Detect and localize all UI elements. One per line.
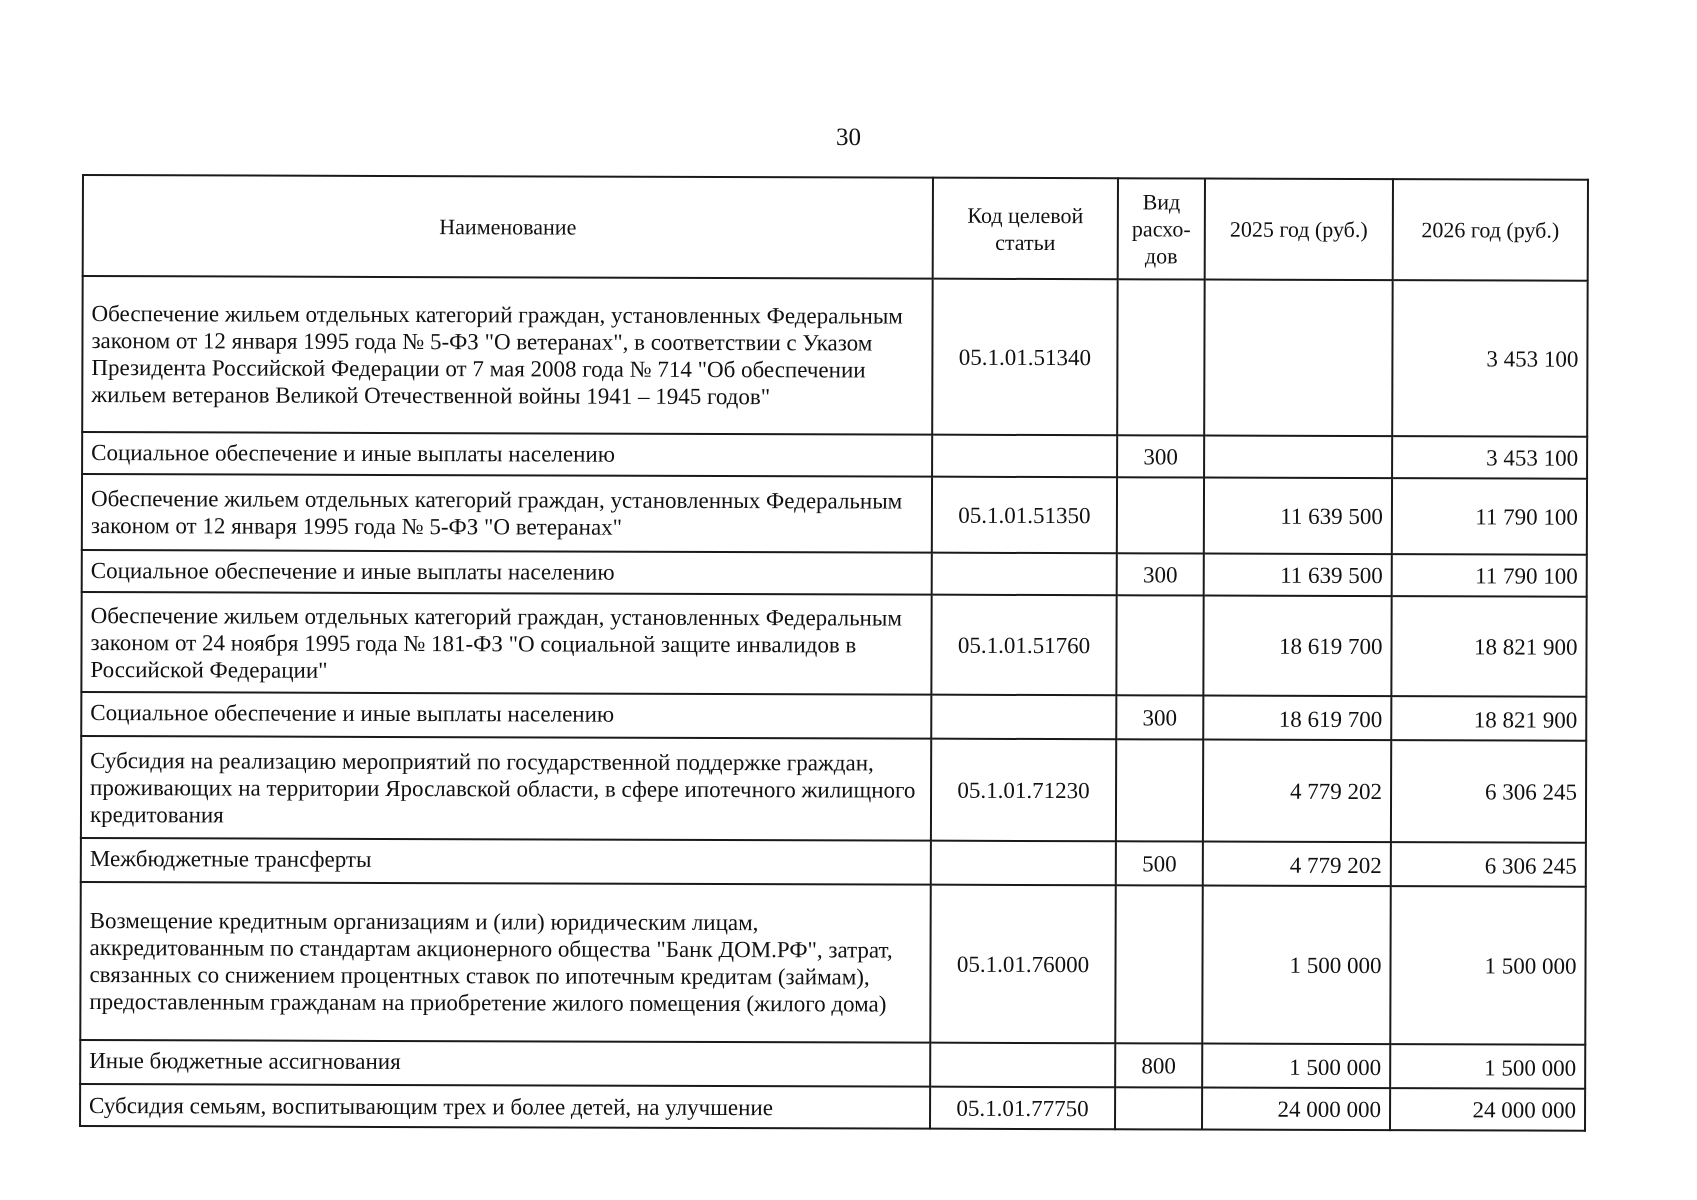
row-2026: 1 500 000: [1390, 886, 1585, 1045]
row-name: Социальное обеспечение и иные выплаты населению: [82, 432, 932, 477]
row-kind: 300: [1117, 553, 1204, 595]
row-2025: [1204, 436, 1392, 479]
row-code: 05.1.01.71230: [931, 739, 1116, 842]
row-name: Субсидия на реализацию мероприятий по государственной поддержке граждан, проживающих на территории Ярославской области, в сфере ипотечного жилищного кредитования: [81, 736, 931, 841]
row-2025: 1 500 000: [1202, 1044, 1390, 1089]
header-2026: 2026 год (руб.): [1393, 179, 1588, 281]
row-2026: 18 821 900: [1391, 596, 1586, 697]
row-2025: 11 639 500: [1204, 554, 1392, 597]
table-row: [81, 692, 1586, 741]
table-row: [81, 838, 1586, 887]
row-code: [930, 1043, 1115, 1088]
table-row: [80, 1040, 1585, 1089]
row-2025: 18 619 700: [1203, 596, 1391, 697]
row-2025: [1204, 280, 1392, 437]
row-2026: 6 306 245: [1391, 842, 1586, 887]
table-row: [81, 592, 1586, 697]
row-2025: 18 619 700: [1203, 696, 1391, 741]
row-name: Субсидия семьям, воспитывающим трех и более детей, на улучшение: [80, 1084, 930, 1129]
row-2026: 11 790 100: [1392, 554, 1587, 597]
table-row: [82, 276, 1587, 437]
row-kind: [1115, 1087, 1202, 1129]
header-2025: 2025 год (руб.): [1205, 179, 1393, 281]
header-code: Код целевой статьи: [933, 178, 1118, 280]
row-kind: [1116, 595, 1203, 695]
row-kind: [1116, 739, 1203, 841]
row-2025: 1 500 000: [1202, 886, 1390, 1045]
table-row: [82, 474, 1587, 555]
table-row: [80, 882, 1585, 1045]
table-row: [81, 736, 1586, 843]
row-code: [932, 553, 1117, 596]
table-header-row: [83, 175, 1588, 281]
page-number: 30: [836, 124, 861, 151]
row-2026: 1 500 000: [1390, 1044, 1585, 1089]
row-2025: 4 779 202: [1203, 842, 1391, 887]
budget-table: [79, 174, 1589, 1132]
table-row: [82, 550, 1587, 597]
row-name: Обеспечение жильем отдельных категорий граждан, установленных Федеральным законом от 24 ноября 1995 года № 181-ФЗ "О социальной защите инвалидов в Российской Федерации": [81, 592, 931, 695]
row-2025: 11 639 500: [1204, 478, 1392, 555]
row-name: Социальное обеспечение и иные выплаты населению: [82, 550, 932, 595]
row-name: Обеспечение жильем отдельных категорий граждан, установленных Федеральным законом от 12 января 1995 года № 5-ФЗ "О ветеранах", в соответствии с Указом Президента Российской Федерации от 7 мая 2008 года № 714 "Об обеспечении жильем ветеранов Великой Отечественной войны 1941 – 1945 годов": [82, 276, 932, 435]
row-2026: 3 453 100: [1392, 436, 1587, 479]
row-code: 05.1.01.76000: [930, 885, 1115, 1044]
row-name: Обеспечение жильем отдельных категорий граждан, установленных Федеральным законом от 12 января 1995 года № 5-ФЗ "О ветеранах": [82, 474, 932, 553]
row-2026: 11 790 100: [1392, 478, 1587, 555]
row-code: 05.1.01.51340: [932, 279, 1117, 436]
row-code: 05.1.01.51760: [931, 595, 1116, 696]
row-kind: 800: [1115, 1043, 1202, 1087]
row-code: [932, 435, 1117, 478]
row-code: [931, 841, 1116, 886]
row-name: Межбюджетные трансферты: [81, 838, 931, 885]
row-2026: 6 306 245: [1391, 740, 1586, 843]
row-kind: [1117, 279, 1204, 435]
header-kind: Вид расхо-дов: [1118, 178, 1205, 279]
row-kind: 500: [1116, 841, 1203, 885]
row-2026: 24 000 000: [1390, 1088, 1585, 1131]
row-2025: 4 779 202: [1203, 740, 1391, 843]
table-row: [82, 432, 1587, 479]
row-code: 05.1.01.51350: [932, 477, 1117, 554]
row-code: 05.1.01.77750: [930, 1087, 1115, 1130]
table-row: [80, 1084, 1585, 1131]
row-2026: 3 453 100: [1392, 280, 1587, 437]
row-name: Иные бюджетные ассигнования: [80, 1040, 930, 1087]
row-2026: 18 821 900: [1391, 696, 1586, 741]
row-kind: 300: [1117, 435, 1204, 477]
row-code: [931, 695, 1116, 740]
row-kind: [1117, 477, 1204, 553]
row-kind: [1115, 885, 1202, 1043]
row-name: Возмещение кредитным организациям и (или) юридическим лицам, аккредитованным по стандартам акционерного общества "Банк ДОМ.РФ", затрат, связанных со снижением процентных ставок по ипотечным кредитам (займам), предоставленным гражданам на приобретение жилого помещения (жилого дома): [80, 882, 930, 1043]
row-name: Социальное обеспечение и иные выплаты населению: [81, 692, 931, 739]
header-name: Наименование: [83, 175, 933, 279]
row-kind: 300: [1116, 695, 1203, 739]
row-2025: 24 000 000: [1202, 1088, 1390, 1131]
